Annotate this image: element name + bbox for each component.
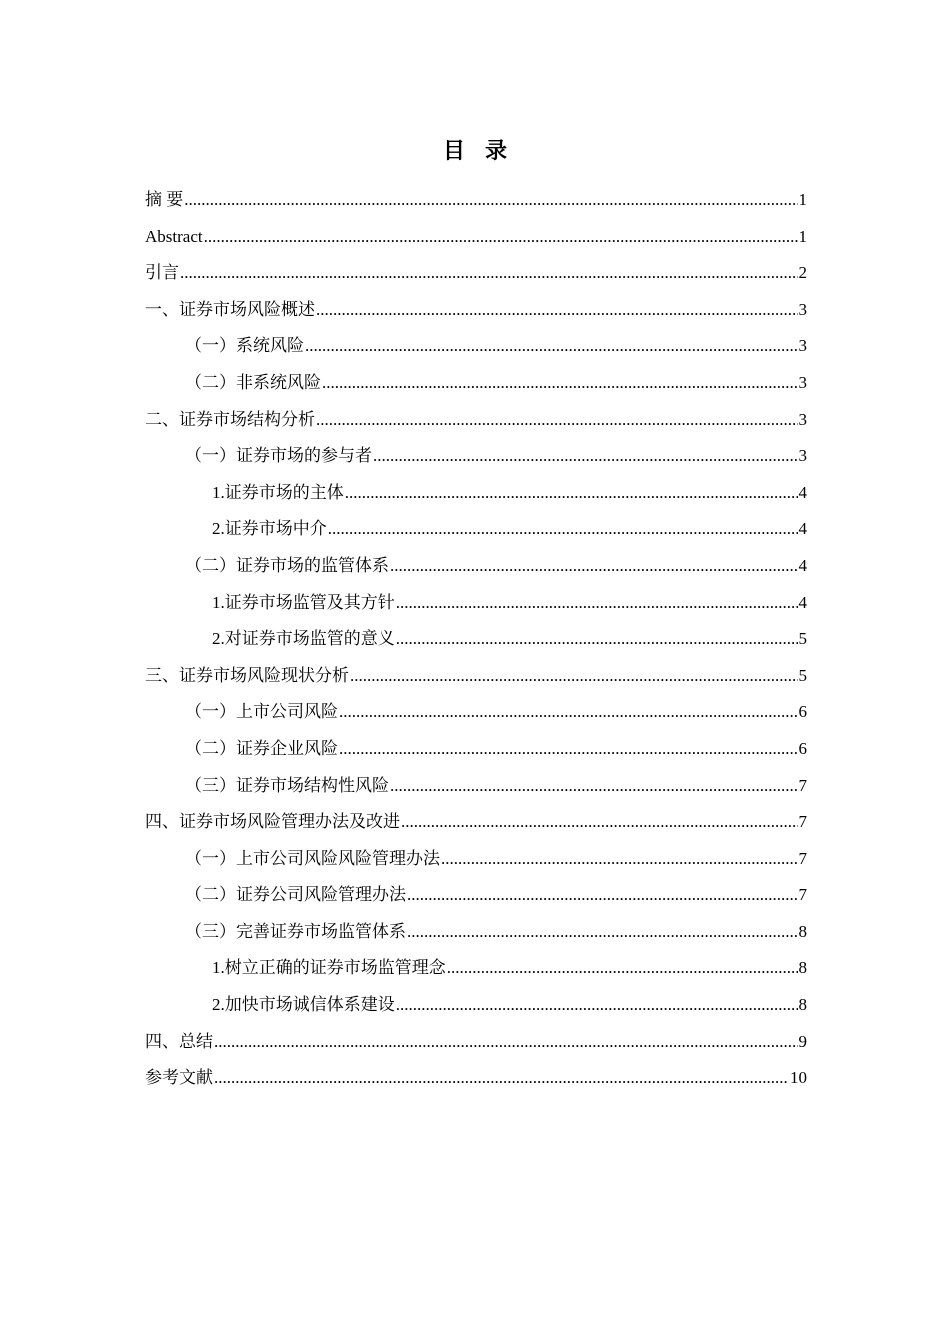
toc-entry-label: 2.证券市场中介	[212, 519, 327, 539]
toc-entry-label: 二、证券市场结构分析	[145, 409, 315, 429]
toc-entry[interactable]	[145, 219, 807, 256]
toc-entry[interactable]	[145, 292, 807, 329]
toc-page-number: 7	[798, 775, 807, 795]
toc-page-number: 3	[798, 446, 807, 466]
toc-page-number: 9	[798, 1031, 807, 1051]
toc-entry-label: 1.树立正确的证券市场监管理念	[212, 958, 446, 978]
toc-page-number: 5	[798, 629, 807, 649]
toc-dot-leader	[180, 255, 798, 292]
toc-entry[interactable]	[145, 877, 807, 914]
toc-entry-label: 引言	[145, 263, 179, 283]
toc-entry[interactable]	[145, 511, 807, 548]
toc-dot-leader	[339, 694, 798, 731]
toc-entry[interactable]	[145, 987, 807, 1024]
toc-page-number: 4	[798, 592, 807, 612]
toc-dot-leader	[373, 438, 798, 475]
toc-page-number: 1	[798, 226, 807, 246]
toc-page-number: 8	[798, 995, 807, 1015]
toc-dot-leader	[390, 548, 798, 585]
toc-entry-label: （三）证券市场结构性风险	[185, 775, 389, 795]
toc-entry-label: （一）上市公司风险	[185, 702, 338, 722]
toc-entry-label: （二）证券企业风险	[185, 738, 338, 758]
toc-entry-label: 参考文献	[145, 1068, 213, 1088]
toc-dot-leader	[316, 402, 798, 439]
toc-entry[interactable]	[145, 658, 807, 695]
toc-page-number: 7	[798, 848, 807, 868]
toc-entry-label: （一）上市公司风险风险管理办法	[185, 848, 440, 868]
toc-entry-label: （二）证券公司风险管理办法	[185, 885, 406, 905]
toc-entry-label: 1.证券市场的主体	[212, 482, 344, 502]
table-of-contents	[145, 182, 807, 1097]
toc-entry[interactable]	[145, 914, 807, 951]
toc-dot-leader	[447, 950, 798, 987]
toc-entry[interactable]	[145, 1024, 807, 1061]
toc-entry[interactable]	[145, 621, 807, 658]
toc-entry[interactable]	[145, 365, 807, 402]
toc-entry-label: 2.对证券市场监管的意义	[212, 629, 395, 649]
toc-dot-leader	[350, 658, 798, 695]
toc-dot-leader	[322, 365, 798, 402]
toc-page-number: 3	[798, 409, 807, 429]
toc-entry-label: 2.加快市场诚信体系建设	[212, 995, 395, 1015]
toc-entry[interactable]	[145, 438, 807, 475]
toc-dot-leader	[305, 328, 798, 365]
toc-dot-leader	[345, 475, 798, 512]
toc-page-number: 3	[798, 299, 807, 319]
toc-page-number: 3	[798, 336, 807, 356]
toc-page-number: 6	[798, 702, 807, 722]
toc-page-number: 4	[798, 482, 807, 502]
toc-dot-leader	[214, 1060, 789, 1097]
toc-entry[interactable]	[145, 731, 807, 768]
toc-entry-label: 三、证券市场风险现状分析	[145, 665, 349, 685]
toc-page-number: 7	[798, 812, 807, 832]
toc-page-number: 4	[798, 555, 807, 575]
toc-dot-leader	[401, 804, 798, 841]
toc-entry[interactable]	[145, 255, 807, 292]
toc-entry[interactable]	[145, 768, 807, 805]
toc-page-number: 4	[798, 519, 807, 539]
toc-dot-leader	[396, 621, 798, 658]
toc-entry[interactable]	[145, 841, 807, 878]
toc-dot-leader	[407, 877, 798, 914]
toc-dot-leader	[328, 511, 798, 548]
toc-entry-label: 四、总结	[145, 1031, 213, 1051]
toc-page-number: 3	[798, 372, 807, 392]
toc-page-number: 2	[798, 263, 807, 283]
toc-entry-label: （一）证券市场的参与者	[185, 446, 372, 466]
toc-entry-label: 1.证券市场监管及其方针	[212, 592, 395, 612]
toc-entry[interactable]	[145, 950, 807, 987]
toc-page-number: 10	[790, 1068, 807, 1088]
toc-dot-leader	[184, 182, 797, 219]
toc-entry-label: 一、证券市场风险概述	[145, 299, 315, 319]
toc-entry[interactable]	[145, 585, 807, 622]
toc-entry-label: 摘 要	[145, 190, 184, 209]
toc-dot-leader	[396, 585, 798, 622]
page-title: 目录	[442, 138, 527, 163]
toc-entry-label: （二）非系统风险	[185, 372, 321, 392]
toc-dot-leader	[316, 292, 798, 329]
toc-dot-leader	[204, 219, 798, 256]
toc-page-number: 8	[798, 958, 807, 978]
toc-entry[interactable]	[145, 402, 807, 439]
toc-dot-leader	[339, 731, 798, 768]
toc-entry-label: （三）完善证券市场监管体系	[185, 921, 406, 941]
toc-entry-label: Abstract	[145, 226, 203, 246]
toc-page-number: 7	[798, 885, 807, 905]
toc-dot-leader	[396, 987, 798, 1024]
toc-entry[interactable]	[145, 548, 807, 585]
toc-entry-label: （二）证券市场的监管体系	[185, 555, 389, 575]
toc-dot-leader	[214, 1024, 798, 1061]
toc-page-number: 6	[798, 738, 807, 758]
toc-dot-leader	[390, 768, 798, 805]
toc-entry[interactable]	[145, 475, 807, 512]
toc-dot-leader	[407, 914, 798, 951]
toc-dot-leader	[441, 841, 798, 878]
toc-page-number: 8	[798, 921, 807, 941]
toc-entry-label: （一）系统风险	[185, 336, 304, 356]
toc-entry[interactable]	[145, 694, 807, 731]
toc-page-number: 1	[798, 190, 807, 209]
toc-entry[interactable]	[145, 1060, 807, 1097]
toc-entry[interactable]	[145, 804, 807, 841]
toc-page-number: 5	[798, 665, 807, 685]
toc-entry[interactable]	[145, 182, 807, 219]
toc-entry[interactable]	[145, 328, 807, 365]
toc-entry-label: 四、证券市场风险管理办法及改进	[145, 812, 400, 832]
